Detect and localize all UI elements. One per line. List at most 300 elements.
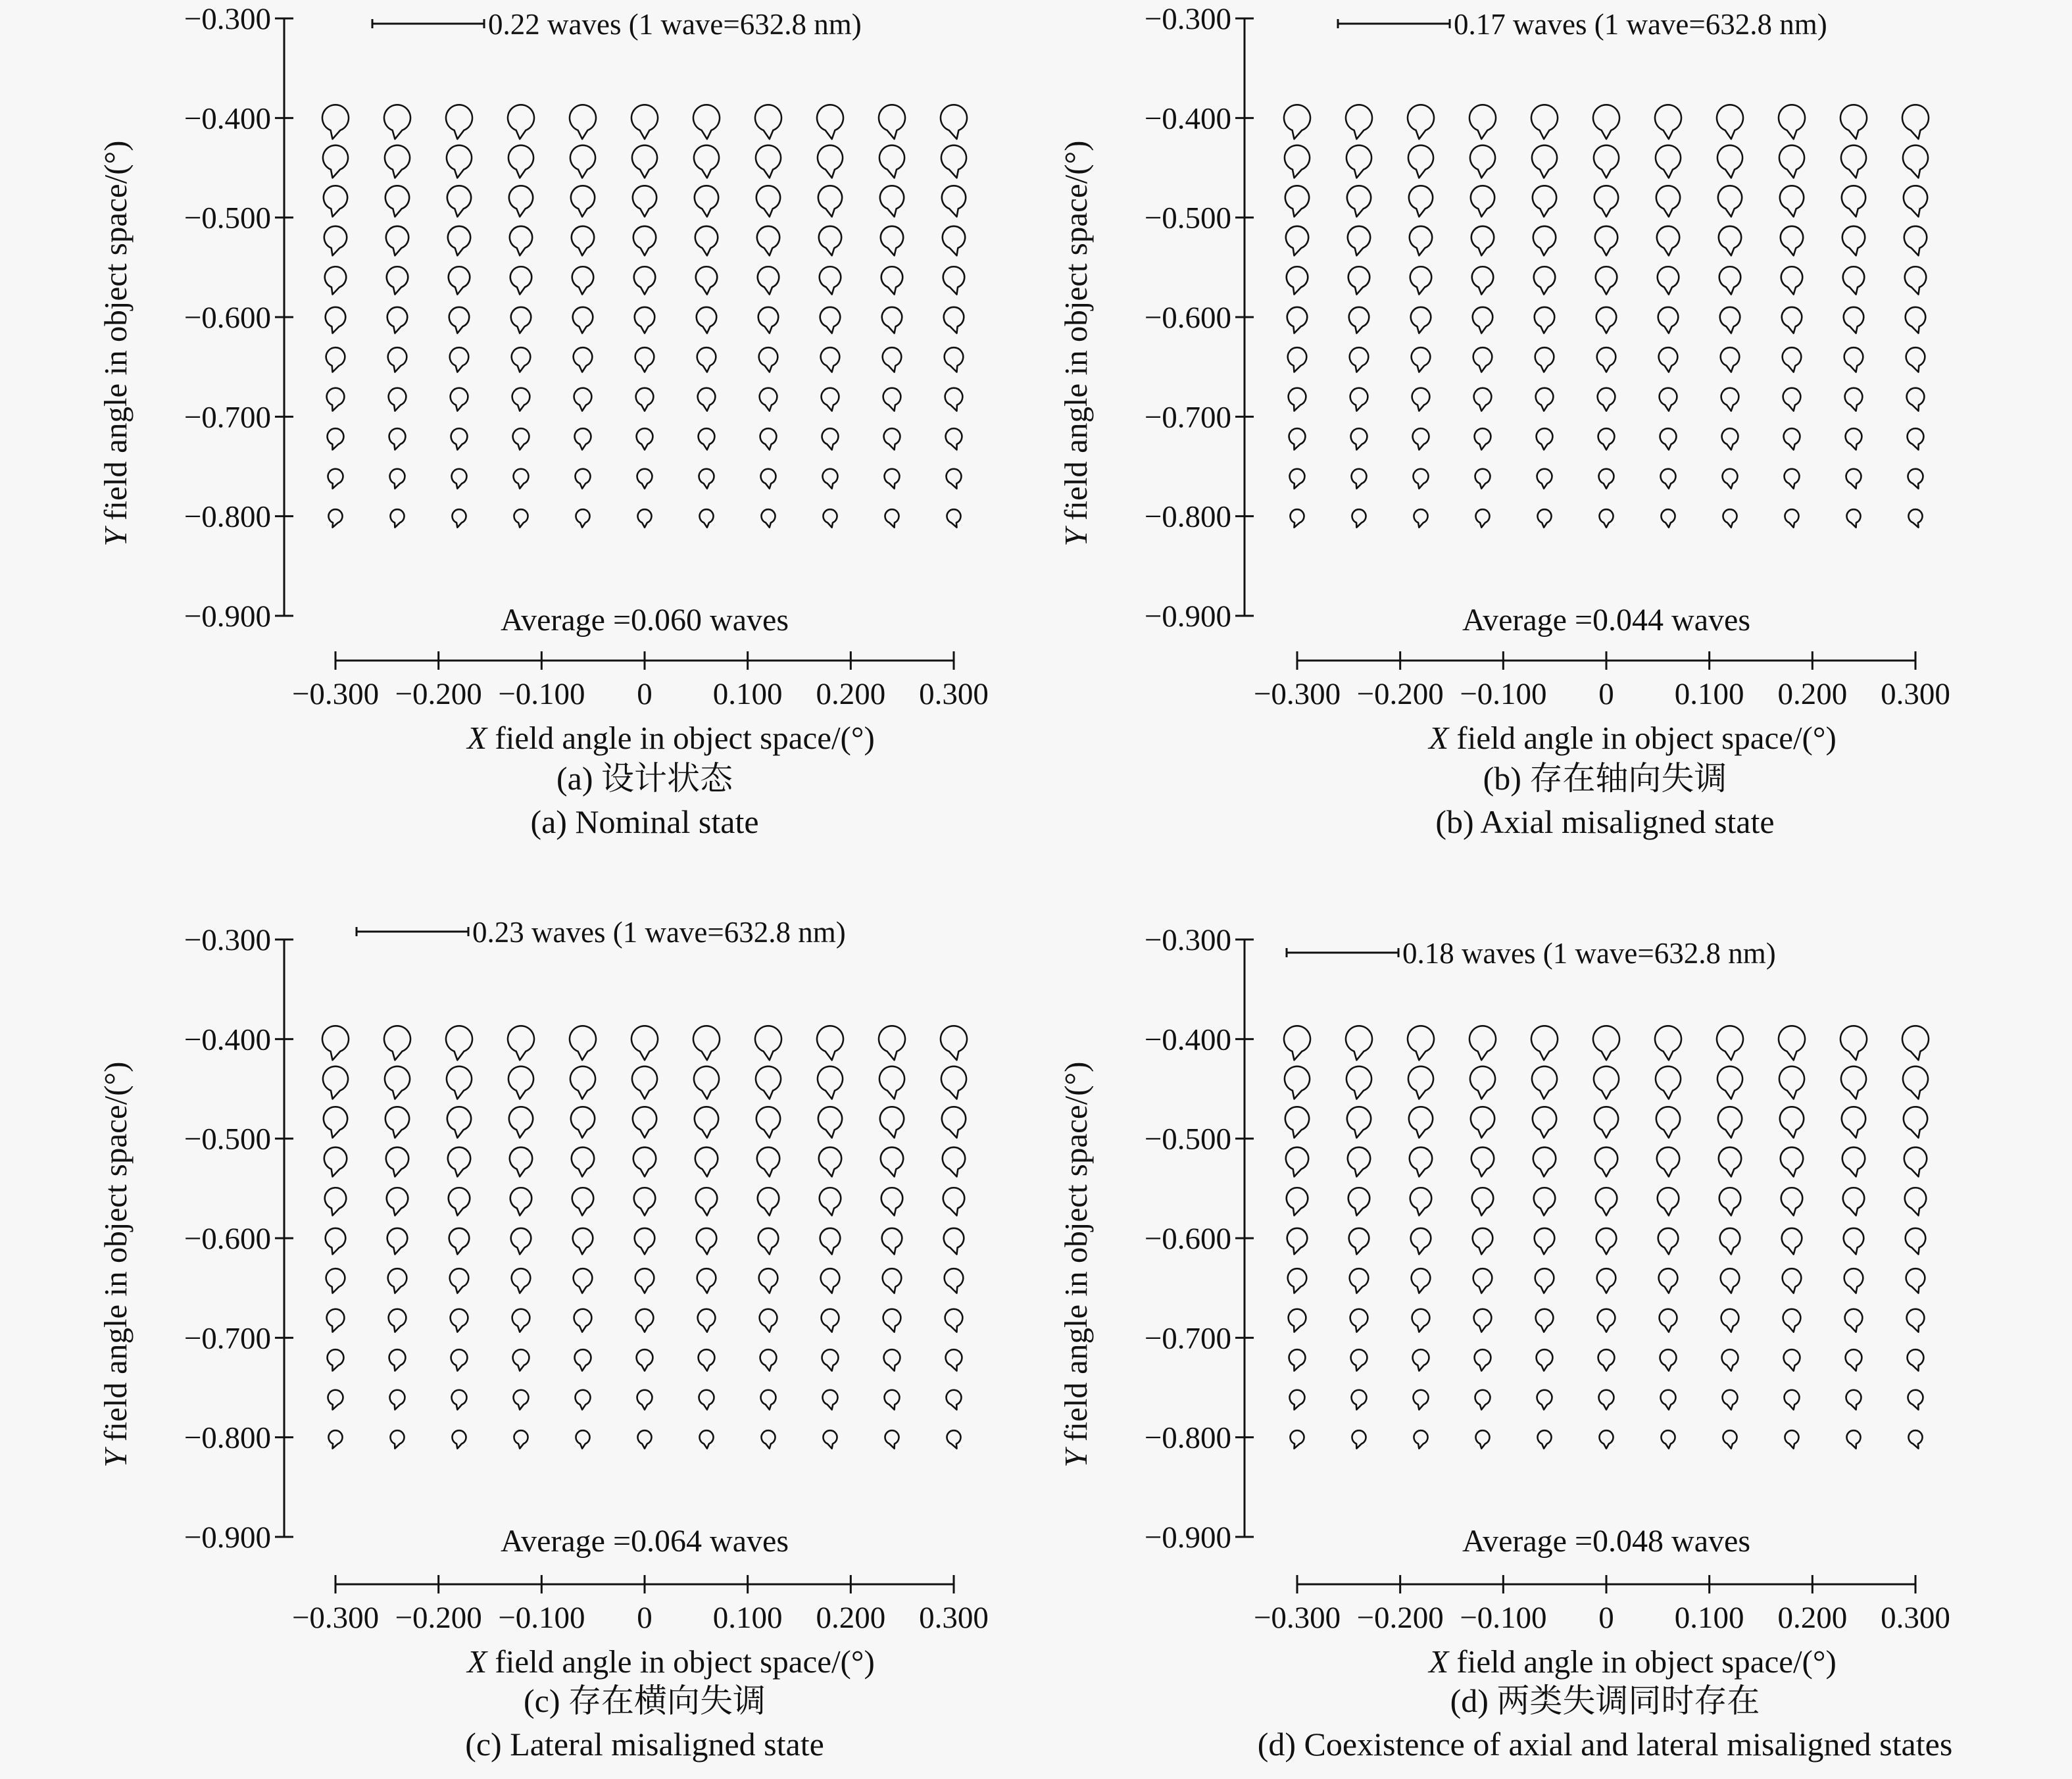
wavefront-point: [450, 347, 469, 372]
x-tick-label: 0.300: [919, 1601, 989, 1635]
wavefront-point: [885, 1430, 899, 1449]
wavefront-point: [821, 1268, 840, 1293]
y-tick-label: −0.500: [1144, 1122, 1231, 1157]
wavefront-point: [1785, 509, 1799, 528]
wavefront-point: [513, 1349, 530, 1370]
wavefront-point: [387, 307, 407, 334]
wavefront-point: [1781, 226, 1803, 256]
wavefront-point: [879, 1066, 904, 1099]
wavefront-point: [1722, 1349, 1739, 1370]
wavefront-point: [510, 1147, 532, 1177]
wavefront-point: [1408, 1066, 1433, 1099]
wavefront-point: [1906, 1268, 1925, 1293]
wavefront-point: [1717, 1066, 1742, 1099]
wavefront-point: [451, 1309, 468, 1332]
wavefront-point: [509, 1107, 533, 1138]
wavefront-point: [885, 1390, 900, 1410]
wavefront-point: [1904, 186, 1927, 216]
wavefront-point: [326, 1228, 346, 1255]
wavefront-point: [1412, 347, 1431, 372]
wavefront-point: [1409, 1107, 1433, 1138]
wavefront-point: [1534, 1188, 1555, 1215]
wavefront-point: [328, 428, 344, 449]
wavefront-point: [512, 347, 531, 372]
wavefront-point: [385, 186, 409, 216]
wavefront-point: [1349, 1228, 1369, 1255]
wavefront-point: [576, 1390, 591, 1410]
panel-b: [1058, 2, 1950, 840]
wavefront-point: [822, 388, 839, 411]
wavefront-point: [1470, 145, 1495, 178]
wavefront-point: [574, 347, 593, 372]
wavefront-point: [699, 469, 714, 489]
wavefront-point: [1779, 1026, 1805, 1060]
wavefront-point: [1346, 1066, 1371, 1099]
wavefront-point: [635, 307, 655, 334]
wavefront-point: [1408, 145, 1433, 178]
wavefront-point: [514, 1430, 528, 1449]
wavefront-point: [1720, 307, 1740, 334]
wavefront-point: [1471, 226, 1494, 256]
y-tick-label: −0.900: [1144, 599, 1231, 634]
wavefront-point: [1844, 1228, 1863, 1255]
wavefront-point: [633, 186, 656, 216]
wavefront-point: [1474, 1309, 1492, 1332]
y-tick-label: −0.300: [1144, 2, 1231, 36]
wavefront-point: [946, 428, 962, 449]
wavefront-point: [1655, 105, 1681, 139]
wavefront-point: [694, 145, 719, 178]
wavefront-point: [1473, 307, 1493, 334]
wavefront-point: [1719, 226, 1741, 256]
y-tick-label: −0.300: [1144, 923, 1231, 957]
wavefront-point: [758, 1188, 779, 1215]
wavefront-point: [881, 266, 902, 294]
wavefront-point: [1908, 1349, 1924, 1370]
wavefront-point: [1289, 428, 1306, 449]
wavefront-point: [385, 145, 410, 178]
wavefront-point: [631, 105, 658, 139]
wavefront-point: [1722, 428, 1739, 449]
wavefront-point: [638, 509, 652, 528]
wavefront-point: [637, 1390, 653, 1410]
wavefront-point: [322, 1026, 349, 1060]
y-axis-label: Y field angle in object space/(°): [97, 1061, 134, 1468]
wavefront-point: [1846, 428, 1862, 449]
wavefront-point: [388, 1268, 407, 1293]
wavefront-point: [1844, 307, 1864, 334]
wavefront-point: [632, 145, 657, 178]
wavefront-point: [1660, 388, 1677, 411]
wavefront-point: [1661, 469, 1676, 489]
wavefront-point: [1908, 1390, 1923, 1410]
panel-c: [97, 916, 989, 1763]
wavefront-point: [386, 1147, 408, 1177]
wavefront-point: [633, 226, 656, 256]
wavefront-point: [1904, 1107, 1927, 1138]
wavefront-point: [1785, 1390, 1800, 1410]
wavefront-point: [881, 1147, 903, 1177]
wavefront-point: [817, 1026, 843, 1060]
wavefront-point: [1717, 1026, 1743, 1060]
wavefront-point: [1907, 1309, 1925, 1332]
wavefront-point: [1783, 1309, 1801, 1332]
wavefront-point: [508, 145, 533, 178]
wavefront-point: [1289, 1309, 1306, 1332]
wavefront-point: [1472, 266, 1493, 294]
wavefront-point: [1285, 1066, 1310, 1099]
wavefront-point: [449, 307, 470, 334]
wavefront-point: [881, 226, 903, 256]
wavefront-point: [1288, 1268, 1307, 1293]
wavefront-point: [1842, 186, 1865, 216]
wavefront-point: [1844, 1268, 1863, 1293]
wavefront-point: [1538, 1430, 1552, 1449]
wavefront-point: [941, 105, 967, 139]
wavefront-point: [1285, 186, 1309, 216]
wavefront-point: [447, 145, 472, 178]
wavefront-point: [1598, 1309, 1616, 1332]
wavefront-point: [514, 509, 528, 528]
wavefront-point: [695, 186, 718, 216]
wavefront-point: [1908, 428, 1924, 449]
wavefront-point: [1475, 469, 1491, 489]
wavefront-point: [943, 1188, 964, 1215]
wavefront-point: [324, 1107, 347, 1138]
wavefront-point: [1660, 1349, 1677, 1370]
wavefront-point: [452, 469, 467, 489]
y-tick-label: −0.900: [184, 599, 271, 634]
wavefront-point: [758, 266, 779, 294]
wavefront-point: [635, 1268, 654, 1293]
wavefront-point: [512, 1309, 530, 1332]
wavefront-point: [328, 1349, 344, 1370]
wavefront-point: [573, 307, 593, 334]
wavefront-point: [514, 1390, 529, 1410]
wavefront-point: [326, 1268, 345, 1293]
wavefront-point: [1779, 105, 1805, 139]
wavefront-point: [1658, 266, 1679, 294]
wavefront-point: [1599, 1390, 1614, 1410]
wavefront-point: [1414, 1430, 1428, 1449]
wavefront-point: [390, 469, 405, 489]
wavefront-point: [821, 347, 840, 372]
wavefront-point: [512, 1268, 531, 1293]
wavefront-point: [1289, 388, 1306, 411]
x-tick-label: 0.200: [1777, 677, 1848, 711]
wavefront-point: [1413, 1349, 1429, 1370]
wavefront-point: [389, 388, 407, 411]
wavefront-point: [760, 1309, 777, 1332]
wavefront-point: [1656, 145, 1681, 178]
x-tick-label: 0.100: [712, 1601, 783, 1635]
wavefront-point: [387, 1228, 407, 1255]
wavefront-point: [885, 469, 900, 489]
wavefront-point: [699, 428, 715, 449]
wavefront-point: [328, 469, 343, 489]
wavefront-point: [1845, 388, 1863, 411]
wavefront-point: [1595, 1147, 1617, 1177]
x-tick-label: −0.200: [1356, 677, 1444, 711]
wavefront-point: [510, 1188, 531, 1215]
wavefront-point: [450, 1268, 469, 1293]
wavefront-point: [697, 1228, 717, 1255]
y-tick-label: −0.400: [1144, 1022, 1231, 1057]
wavefront-point: [447, 1107, 471, 1138]
wavefront-point: [1720, 1228, 1740, 1255]
wavefront-point: [451, 428, 468, 449]
scale-note: 0.18 waves (1 wave=632.8 nm): [1402, 937, 1776, 970]
wavefront-point: [572, 226, 594, 256]
wavefront-point: [631, 1026, 658, 1060]
wavefront-point: [1410, 226, 1432, 256]
wavefront-point: [1285, 145, 1310, 178]
wavefront-point: [388, 347, 407, 372]
wavefront-point: [756, 145, 781, 178]
wavefront-point: [1781, 266, 1802, 294]
wavefront-point: [1782, 1228, 1802, 1255]
wavefront-point: [447, 186, 471, 216]
x-axis-label: X field angle in object space/(°): [1429, 1643, 1837, 1680]
wavefront-point: [1535, 1228, 1554, 1255]
wavefront-point: [818, 1066, 843, 1099]
wavefront-point: [1661, 1390, 1676, 1410]
wavefront-point: [757, 226, 779, 256]
wavefront-point: [1661, 509, 1675, 528]
wavefront-point: [451, 388, 468, 411]
wavefront-point: [1351, 1349, 1368, 1370]
wavefront-point: [570, 145, 595, 178]
x-tick-label: −0.200: [395, 1601, 482, 1635]
wavefront-point: [1414, 469, 1429, 489]
wavefront-point: [700, 509, 714, 528]
wavefront-point: [632, 1066, 657, 1099]
x-tick-label: 0: [1598, 1601, 1614, 1635]
wavefront-point: [1783, 347, 1802, 372]
wavefront-point: [448, 226, 470, 256]
wavefront-point: [1474, 388, 1492, 411]
wavefront-point: [882, 307, 902, 334]
wavefront-point: [1846, 469, 1862, 489]
wavefront-point: [1350, 1268, 1369, 1293]
wavefront-point: [1352, 1390, 1367, 1410]
wavefront-point: [823, 469, 838, 489]
x-tick-label: 0.100: [1674, 1601, 1744, 1635]
wavefront-point: [1717, 105, 1743, 139]
wavefront-point: [1845, 1309, 1863, 1332]
wavefront-point: [1719, 1147, 1741, 1177]
wavefront-point: [1718, 1107, 1742, 1138]
wavefront-point: [1411, 1228, 1431, 1255]
wavefront-point: [1476, 509, 1490, 528]
wavefront-point: [1595, 226, 1617, 256]
wavefront-point: [1846, 1349, 1862, 1370]
y-tick-label: −0.400: [184, 101, 271, 136]
wavefront-point: [1657, 226, 1679, 256]
wavefront-point: [1596, 307, 1617, 334]
wavefront-point: [1346, 105, 1372, 139]
average-label: Average =0.064 waves: [500, 1524, 789, 1559]
wavefront-point: [1785, 1430, 1799, 1449]
wavefront-point: [1842, 1147, 1865, 1177]
wavefront-point: [384, 1026, 410, 1060]
wavefront-point: [1658, 307, 1679, 334]
wavefront-point: [328, 1390, 343, 1410]
wavefront-point: [1535, 1268, 1554, 1293]
y-tick-label: −0.800: [184, 499, 271, 534]
wavefront-point: [1412, 1268, 1431, 1293]
y-tick-label: −0.700: [184, 1321, 271, 1356]
wavefront-point: [633, 1107, 656, 1138]
wavefront-point: [947, 509, 961, 528]
wavefront-point: [572, 266, 593, 294]
wavefront-point: [1289, 1349, 1306, 1370]
wavefront-point: [1413, 428, 1429, 449]
wavefront-point: [636, 388, 654, 411]
wavefront-point: [1842, 1107, 1865, 1138]
y-tick-label: −0.300: [184, 923, 271, 957]
wavefront-point: [1411, 307, 1431, 334]
wavefront-point: [945, 1268, 964, 1293]
wavefront-point: [1842, 226, 1865, 256]
x-tick-label: −0.300: [1253, 677, 1341, 711]
wavefront-point: [761, 1390, 776, 1410]
x-tick-label: −0.300: [1253, 1601, 1341, 1635]
wavefront-point: [510, 266, 531, 294]
wavefront-point: [511, 307, 531, 334]
wavefront-point: [755, 1026, 781, 1060]
wavefront-point: [1906, 307, 1925, 334]
wavefront-point: [389, 1309, 407, 1332]
wavefront-point: [1532, 1066, 1557, 1099]
wavefront-point: [451, 1349, 468, 1370]
wavefront-point: [1414, 1390, 1429, 1410]
wavefront-point: [945, 1309, 963, 1332]
wavefront-point: [942, 186, 966, 216]
wavefront-point: [1658, 1228, 1679, 1255]
wavefront-point: [1721, 388, 1739, 411]
wavefront-point: [1594, 1107, 1618, 1138]
wavefront-point: [698, 1309, 716, 1332]
wavefront-point: [1533, 226, 1556, 256]
wavefront-point: [1352, 469, 1367, 489]
wavefront-point: [945, 347, 964, 372]
wavefront-point: [694, 1066, 719, 1099]
panel-a: [97, 2, 989, 840]
wavefront-point: [1291, 1430, 1304, 1449]
wavefront-point: [1907, 388, 1925, 411]
wavefront-point: [1351, 428, 1368, 449]
wavefront-point: [822, 1349, 839, 1370]
wavefront-point: [759, 347, 778, 372]
wavefront-point: [1723, 509, 1737, 528]
y-axis-label: Y field angle in object space/(°): [1058, 1061, 1094, 1468]
wavefront-point: [1352, 1430, 1366, 1449]
wavefront-point: [1593, 105, 1619, 139]
y-tick-label: −0.300: [184, 2, 271, 36]
wavefront-point: [1537, 1390, 1552, 1410]
y-tick-label: −0.600: [184, 1222, 271, 1256]
wavefront-point: [326, 307, 346, 334]
wavefront-point: [693, 1026, 720, 1060]
wavefront-point: [700, 1430, 714, 1449]
wavefront-point: [449, 1188, 470, 1215]
wavefront-point: [1905, 266, 1926, 294]
caption-en: (a) Nominal state: [530, 803, 759, 840]
wavefront-point: [1537, 469, 1552, 489]
wavefront-point: [1723, 1430, 1737, 1449]
wavefront-point: [1410, 266, 1431, 294]
wavefront-point: [1471, 1107, 1494, 1138]
x-tick-label: 0.300: [1881, 1601, 1950, 1635]
wavefront-point: [1902, 105, 1929, 139]
wavefront-point: [570, 105, 596, 139]
wavefront-point: [943, 266, 964, 294]
wavefront-point: [1908, 469, 1923, 489]
wavefront-point: [1533, 1107, 1556, 1138]
wavefront-point: [760, 428, 777, 449]
wavefront-point: [1534, 266, 1555, 294]
wavefront-point: [1909, 1430, 1923, 1449]
wavefront-point: [1472, 1188, 1493, 1215]
x-axis-label: X field angle in object space/(°): [467, 1643, 875, 1680]
wavefront-point: [947, 1430, 961, 1449]
wavefront-point: [508, 105, 534, 139]
wavefront-point: [1843, 266, 1864, 294]
wavefront-point: [391, 1430, 405, 1449]
wavefront-point: [880, 1107, 904, 1138]
wavefront-point: [1904, 226, 1927, 256]
wavefront-point: [1537, 428, 1553, 449]
wavefront-point: [697, 347, 716, 372]
wavefront-point: [695, 1107, 718, 1138]
wavefront-point: [387, 1188, 408, 1215]
scale-note: 0.23 waves (1 wave=632.8 nm): [472, 916, 846, 949]
wavefront-point: [1533, 186, 1556, 216]
wavefront-point: [941, 1066, 966, 1099]
wavefront-point: [1659, 347, 1678, 372]
wavefront-point: [697, 307, 717, 334]
wavefront-point: [1721, 1268, 1740, 1293]
y-tick-label: −0.600: [184, 301, 271, 335]
wavefront-point: [1844, 347, 1863, 372]
wavefront-point: [820, 1188, 841, 1215]
wavefront-point: [1719, 266, 1740, 294]
wavefront-point: [1287, 1228, 1308, 1255]
wavefront-point: [1537, 1349, 1553, 1370]
wavefront-point: [1471, 186, 1494, 216]
wavefront-point: [1288, 347, 1307, 372]
wavefront-point: [323, 1066, 348, 1099]
wavefront-point: [944, 1228, 964, 1255]
wavefront-point: [575, 428, 591, 449]
wavefront-point: [1655, 1026, 1681, 1060]
wavefront-point: [385, 1066, 410, 1099]
wavefront-point: [1348, 1147, 1370, 1177]
wavefront-point: [1840, 105, 1867, 139]
wavefront-point: [514, 469, 529, 489]
wavefront-point: [1597, 347, 1616, 372]
wavefront-point: [755, 105, 781, 139]
wavefront-point: [572, 1147, 594, 1177]
wavefront-point: [1909, 509, 1923, 528]
wavefront-point: [1780, 1107, 1804, 1138]
wavefront-point: [943, 1147, 965, 1177]
scale-note: 0.17 waves (1 wave=632.8 nm): [1454, 8, 1827, 41]
wavefront-point: [572, 1188, 593, 1215]
y-tick-label: −0.800: [1144, 499, 1231, 534]
wavefront-point: [573, 1228, 593, 1255]
